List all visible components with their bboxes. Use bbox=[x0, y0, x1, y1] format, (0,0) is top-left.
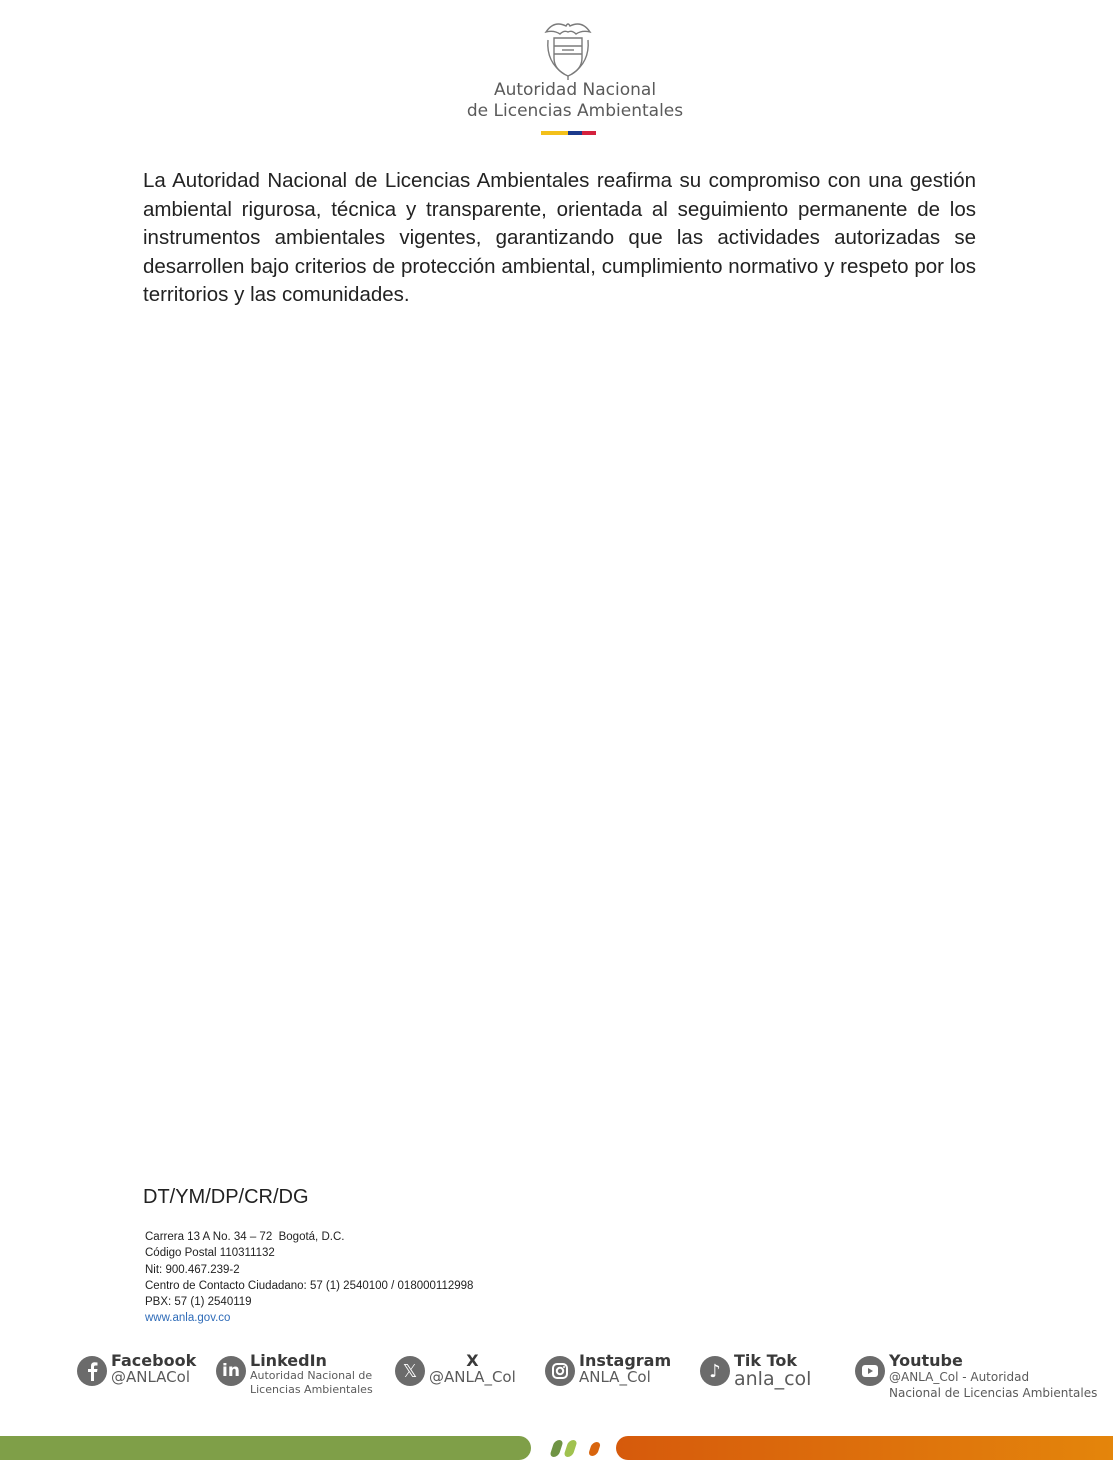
document-initials: DT/YM/DP/CR/DG bbox=[143, 1186, 309, 1208]
linkedin-icon: in bbox=[216, 1356, 246, 1386]
tiktok-icon: ♪ bbox=[700, 1356, 730, 1386]
postal-code: Código Postal 110311132 bbox=[145, 1247, 275, 1260]
social-linkedin[interactable] bbox=[216, 1352, 373, 1397]
contact-center: Centro de Contacto Ciudadano: 57 (1) 2540100 / 018000112998 bbox=[145, 1279, 474, 1292]
social-instagram[interactable] bbox=[545, 1352, 671, 1386]
linkedin-handle-line2: Licencias Ambientales bbox=[250, 1383, 373, 1396]
x-label: X bbox=[466, 1351, 479, 1370]
green-bar bbox=[0, 1436, 531, 1460]
contact-block bbox=[145, 1229, 473, 1327]
instagram-icon bbox=[545, 1356, 575, 1386]
orange-bar bbox=[616, 1436, 1113, 1460]
org-name-line2: de Licencias Ambientales bbox=[466, 101, 684, 121]
youtube-label: Youtube bbox=[889, 1351, 963, 1370]
body-paragraph: La Autoridad Nacional de Licencias Ambientales reafirma su compromiso con una gestión ambiental rigurosa, técnica y transparente, orientada al seguimiento permanente de los instrumentos ambientales vigentes, garantizando que las actividades autorizadas se desarrollen bajo criterios de protección ambiental, cumplimiento normativo y respeto por los territorios y las comunidades. bbox=[143, 169, 976, 306]
social-tiktok[interactable] bbox=[700, 1352, 811, 1389]
youtube-handle-line1: @ANLA_Col - Autoridad bbox=[889, 1370, 1030, 1384]
letterhead bbox=[0, 0, 1113, 145]
flag-red bbox=[582, 131, 596, 135]
linkedin-handle-line1: Autoridad Nacional de bbox=[250, 1369, 373, 1382]
flag-color-bar bbox=[541, 131, 596, 135]
facebook-handle: @ANLACol bbox=[111, 1368, 190, 1386]
instagram-label: Instagram bbox=[579, 1351, 672, 1370]
social-media-bar bbox=[0, 1352, 1113, 1412]
dash-light-green bbox=[563, 1440, 578, 1457]
linkedin-label: LinkedIn bbox=[250, 1351, 327, 1370]
flag-yellow bbox=[541, 131, 568, 135]
org-name-line1: Autoridad Nacional bbox=[493, 80, 657, 100]
youtube-icon bbox=[855, 1356, 885, 1386]
tiktok-handle: anla_col bbox=[734, 1368, 812, 1390]
coat-of-arms-icon bbox=[540, 18, 596, 80]
x-icon: 𝕏 bbox=[395, 1356, 425, 1386]
youtube-handle-line2: Nacional de Licencias Ambientales bbox=[889, 1386, 1098, 1400]
instagram-handle: ANLA_Col bbox=[579, 1368, 651, 1386]
facebook-icon bbox=[77, 1356, 107, 1386]
tiktok-label: Tik Tok bbox=[734, 1351, 798, 1370]
facebook-label: Facebook bbox=[111, 1351, 197, 1370]
flag-blue bbox=[568, 131, 582, 135]
social-x[interactable] bbox=[395, 1352, 516, 1386]
decorative-color-bar bbox=[0, 1436, 1113, 1460]
nit: Nit: 900.467.239-2 bbox=[145, 1263, 240, 1276]
social-youtube[interactable] bbox=[855, 1352, 1097, 1401]
x-handle: @ANLA_Col bbox=[429, 1368, 516, 1386]
website-link[interactable]: www.anla.gov.co bbox=[145, 1312, 231, 1325]
pbx: PBX: 57 (1) 2540119 bbox=[145, 1296, 252, 1309]
dash-green bbox=[549, 1440, 564, 1457]
address: Carrera 13 A No. 34 – 72 Bogotá, D.C. bbox=[145, 1231, 345, 1243]
dash-orange bbox=[588, 1442, 602, 1456]
social-facebook[interactable] bbox=[77, 1352, 196, 1386]
